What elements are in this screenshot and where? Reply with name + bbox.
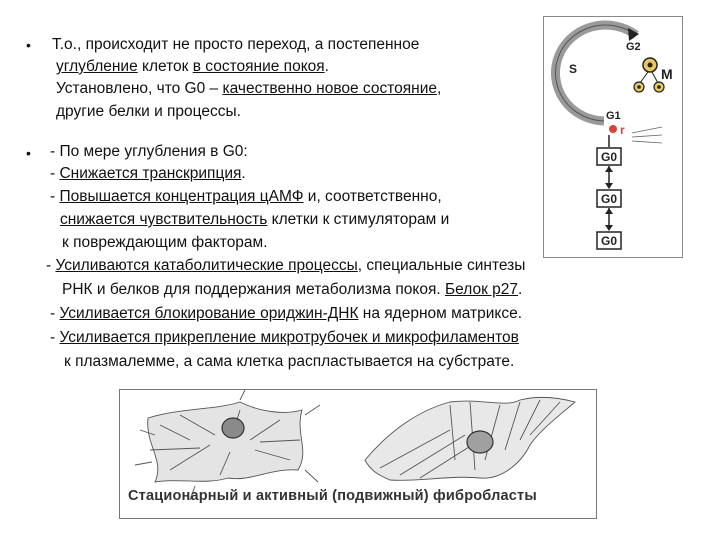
bullet1-line1: Т.о., происходит не просто переход, а постепенное — [52, 36, 420, 53]
text-span: - — [46, 257, 56, 274]
bullet2-line5: к повреждающим факторам. — [62, 234, 268, 251]
underlined-text: в состояние покоя — [192, 58, 325, 75]
signal-arrow-icon — [632, 127, 662, 133]
signal-arrow-icon — [632, 135, 662, 137]
text-span: - — [50, 188, 60, 205]
text-span: Установлено, что G0 – — [56, 80, 223, 97]
g0-label-3: G0 — [600, 234, 618, 248]
underlined-text: Снижается транскрипция — [59, 165, 242, 182]
nucleus-icon — [222, 418, 244, 438]
text-span: , — [437, 80, 442, 97]
signal-arrow-icon — [632, 141, 662, 143]
division-line-right — [652, 72, 658, 83]
arrow-down-icon — [605, 225, 613, 231]
underlined-text: Повышается концентрация цАМФ — [59, 188, 304, 205]
bullet2-line8 — [50, 304, 522, 324]
bullet2-line10: к плазмалемме, а сама клетка распластывается на субстрате. — [64, 353, 515, 370]
cell-cycle-svg — [544, 17, 682, 257]
restriction-point-icon — [609, 125, 617, 133]
bullet-marker-1: • — [26, 37, 31, 53]
bullet1-line2 — [56, 57, 329, 77]
text-span: - — [50, 329, 60, 346]
underlined-text: снижается чувствительность — [60, 211, 268, 228]
text-span: . — [518, 281, 523, 298]
bullet1-line3 — [56, 79, 441, 99]
text-span: , специальные синтезы — [357, 257, 526, 274]
underlined-text: Усиливаются катаболитические процессы — [55, 257, 358, 274]
text-span: . — [324, 58, 329, 75]
stationary-fibroblast-icon — [135, 390, 320, 500]
text-span: клетки к стимуляторам и — [267, 211, 450, 228]
nucleus-icon — [467, 431, 493, 453]
nucleus-icon — [637, 85, 641, 89]
text-span: . — [241, 165, 246, 182]
bullet1-line4: другие белки и процессы. — [56, 103, 241, 120]
g0-label-1: G0 — [600, 150, 618, 164]
bullet-marker-2: • — [26, 145, 31, 161]
underlined-text: углубление — [56, 58, 138, 75]
division-line-left — [640, 72, 648, 83]
photo-caption: Стационарный и активный (подвижный) фибробласты — [128, 488, 537, 504]
bullet2-line4 — [60, 210, 449, 230]
bullet2-line2 — [50, 164, 246, 184]
r-point-label: r — [620, 123, 625, 137]
nucleus-icon — [657, 85, 661, 89]
g2-phase-label: G2 — [626, 41, 641, 53]
text-span: - — [50, 305, 60, 322]
underlined-text: Усиливается прикрепление микротрубочек и микрофиламентов — [59, 329, 519, 346]
cell-cycle-diagram — [543, 16, 683, 258]
bullet2-line1: - По мере углубления в G0: — [50, 143, 248, 160]
bullet2-line3 — [50, 187, 442, 207]
text-span: - — [50, 165, 60, 182]
text-span: РНК и белков для поддержания метаболизма покоя. — [62, 281, 445, 298]
underlined-text: качественно новое состояние — [222, 80, 438, 97]
text-span: на ядерном матриксе. — [358, 305, 523, 322]
underlined-text: Белок р27 — [444, 281, 519, 298]
g0-label-2: G0 — [600, 192, 618, 206]
nucleus-icon — [648, 63, 653, 68]
cycle-arc — [555, 25, 636, 121]
text-span: и, соответственно, — [303, 188, 442, 205]
bullet2-line9 — [50, 328, 519, 348]
bullet2-line6 — [46, 256, 525, 276]
s-phase-label: S — [569, 62, 578, 76]
arrow-up-icon — [605, 166, 613, 172]
g1-phase-label: G1 — [606, 110, 621, 122]
arrow-up-icon — [605, 208, 613, 214]
m-phase-label: M — [661, 66, 673, 82]
bullet2-line7 — [62, 280, 522, 300]
underlined-text: Усиливается блокирование ориджин-ДНК — [59, 305, 359, 322]
text-span: клеток — [137, 58, 193, 75]
arrow-down-icon — [605, 183, 613, 189]
